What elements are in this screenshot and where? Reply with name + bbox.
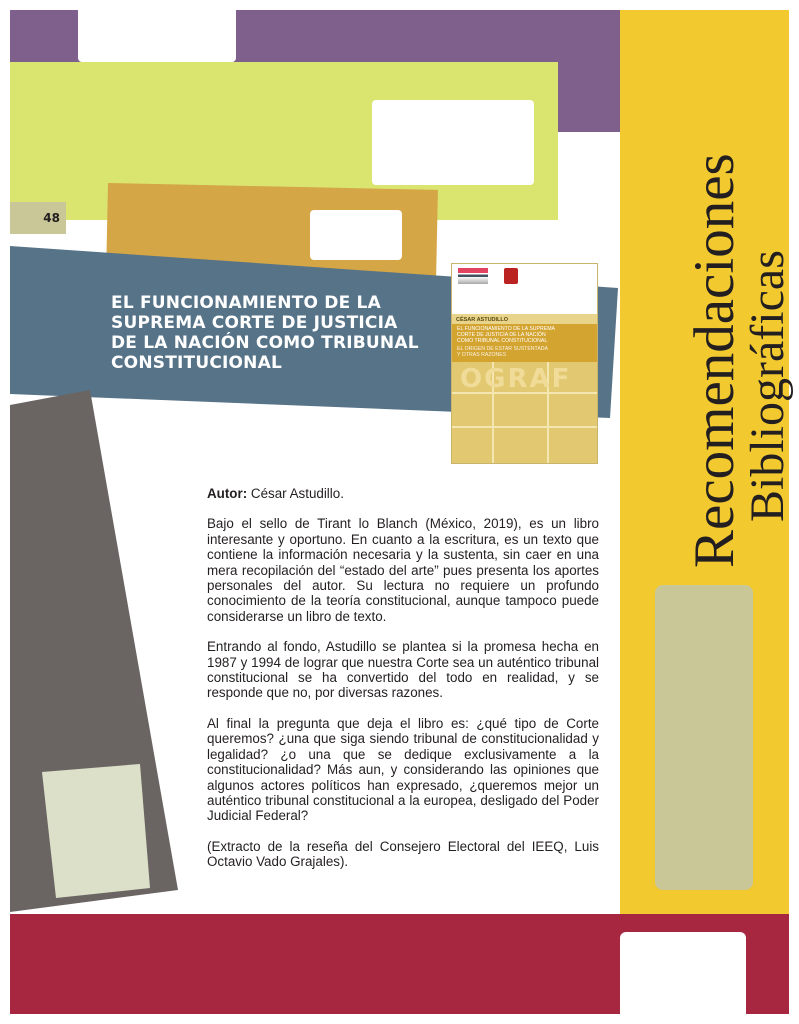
article-title-line: SUPREMA CORTE DE JUSTICIA bbox=[111, 313, 398, 333]
author-label: Autor: bbox=[207, 486, 248, 501]
bottom-band-window bbox=[620, 932, 746, 1014]
article-body bbox=[207, 486, 599, 885]
paragraph: Entrando al fondo, Astudillo se plantea si la promesa hecha en 1987 y 1994 de lograr que nuestra Corte sea un auténtico tribunal constitucional se ha convertido del todo en realidad, y se responde que no, por diversas razones. bbox=[207, 639, 599, 701]
book-title-line: CORTE DE JUSTICIA DE LA NACIÓN bbox=[457, 332, 546, 338]
section-heading-line2: Bibliográficas bbox=[741, 250, 794, 522]
page-number: 48 bbox=[43, 211, 60, 225]
author-name: César Astudillo. bbox=[247, 486, 344, 501]
article-title-line: DE LA NACIÓN COMO TRIBUNAL bbox=[111, 333, 419, 353]
book-cover bbox=[451, 263, 598, 464]
section-heading-line1: Recomendaciones bbox=[683, 153, 746, 568]
article-title-line: EL FUNCIONAMIENTO DE LA bbox=[111, 293, 381, 313]
section-heading bbox=[620, 10, 794, 580]
article-title-line: CONSTITUCIONAL bbox=[111, 353, 282, 373]
book-cover-title bbox=[457, 326, 555, 358]
book-subtitle-line: EL ORIGEN DE ESTAR SUSTENTADA bbox=[457, 346, 548, 352]
book-cover-author: CÉSAR ASTUDILLO bbox=[456, 317, 509, 323]
author-line bbox=[207, 486, 599, 501]
panel-inner-box bbox=[655, 585, 753, 890]
paragraph: Bajo el sello de Tirant lo Blanch (México, 2019), es un libro interesante y oportuno. En cuanto a la escritura, es un texto que contiene la información necesaria y la sustenta, sin caer en una mera recopilación del “estado del arte” pues presenta los aportes personales del autor. Su lectura no requiere un profundo conocimiento de la teoría constitucional, aunque tampoco puede considerarse un libro de texto. bbox=[207, 516, 599, 624]
book-subtitle-line: Y OTRAS RAZONES bbox=[457, 352, 507, 358]
book-title-line: EL FUNCIONAMIENTO DE LA SUPREMA bbox=[457, 326, 556, 332]
paragraph: (Extracto de la reseña del Consejero Electoral del IEEQ, Luis Octavio Vado Grajales). bbox=[207, 838, 599, 870]
paragraph: Al final la pregunta que deja el libro es: ¿qué tipo de Corte queremos? ¿una que siga siendo tribunal de constitucionalidad y legalidad? ¿o una que se dedique exclusivamente a la constitucionalidad? Más aun, y considerando las opiniones que algunos actores políticos han expresado, ¿queremos mejor un auténtico tribunal constitucional a la europea, desligado del Poder Judicial Federal? bbox=[207, 715, 599, 824]
book-title-line: COMO TRIBUNAL CONSTITUCIONAL bbox=[457, 338, 548, 344]
seal-icon bbox=[504, 268, 518, 284]
publisher-logo bbox=[458, 268, 488, 284]
book-cover-watermark: OGRAF bbox=[460, 364, 572, 394]
